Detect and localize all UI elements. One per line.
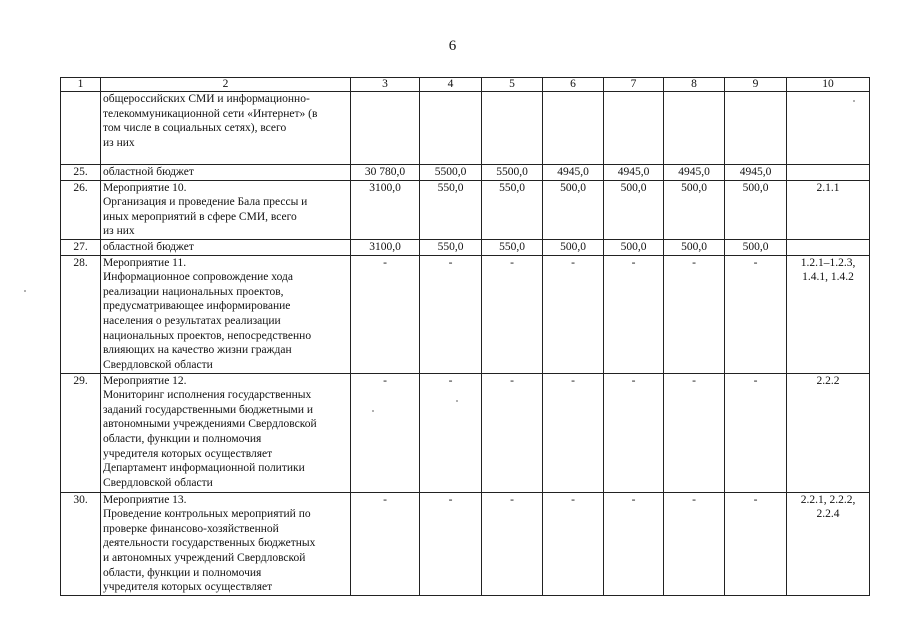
value-cell: 500,0 <box>725 239 787 255</box>
value-cell: - <box>351 492 420 595</box>
value-cell: 550,0 <box>482 239 543 255</box>
value-cell: - <box>420 255 482 373</box>
row-description: общероссийских СМИ и информационно- телекоммуникационной сети «Интернет» (в том числе в социальных сетях), всего из них <box>101 92 351 165</box>
value-cell: - <box>664 492 725 595</box>
value-cell: - <box>420 373 482 492</box>
header-cell: 8 <box>664 78 725 92</box>
value-cell <box>482 92 543 165</box>
value-cell: 550,0 <box>420 180 482 239</box>
header-cell: 5 <box>482 78 543 92</box>
value-cell: - <box>482 492 543 595</box>
table-row <box>61 373 870 492</box>
value-cell: 3100,0 <box>351 180 420 239</box>
value-cell: - <box>725 255 787 373</box>
page-number: 6 <box>448 38 457 54</box>
value-cell: 500,0 <box>543 180 604 239</box>
value-cell: - <box>543 492 604 595</box>
value-cell: 500,0 <box>664 180 725 239</box>
header-cell: 4 <box>420 78 482 92</box>
header-cell: 10 <box>787 78 870 92</box>
value-cell: - <box>725 492 787 595</box>
row-number: 26. <box>61 180 101 239</box>
header-row <box>61 78 870 92</box>
row-number: 30. <box>61 492 101 595</box>
value-cell: 30 780,0 <box>351 165 420 181</box>
row-description: Мероприятие 11. Информационное сопровождение хода реализации национальных проектов, предусматривающее информирование населения о результатах реализации национальных проектов, непосредственно влияющих на качество жизни граждан Свердловской области <box>101 255 351 373</box>
scan-speck <box>372 410 374 412</box>
target-ref-cell <box>787 92 870 165</box>
target-ref-cell: 2.1.1 <box>787 180 870 239</box>
scan-speck <box>24 290 26 292</box>
table-row <box>61 165 870 181</box>
row-number: 29. <box>61 373 101 492</box>
value-cell <box>543 92 604 165</box>
target-ref-cell <box>787 165 870 181</box>
value-cell: - <box>604 492 664 595</box>
value-cell: - <box>351 255 420 373</box>
value-cell: - <box>604 255 664 373</box>
table-row <box>61 180 870 239</box>
table-row <box>61 255 870 373</box>
value-cell <box>420 92 482 165</box>
row-description: областной бюджет <box>101 165 351 181</box>
row-description: Мероприятие 12. Мониторинг исполнения государственных заданий государственными бюджетными и автономными учреждениями Свердловской области, функции и полномочия учредителя которых осуществляет Департамент информационной политики Свердловской области <box>101 373 351 492</box>
value-cell: 500,0 <box>725 180 787 239</box>
value-cell: 500,0 <box>604 180 664 239</box>
value-cell: 5500,0 <box>482 165 543 181</box>
value-cell: - <box>543 255 604 373</box>
value-cell: - <box>543 373 604 492</box>
header-cell: 7 <box>604 78 664 92</box>
header-cell: 9 <box>725 78 787 92</box>
table-row <box>61 239 870 255</box>
scan-speck <box>456 400 458 402</box>
value-cell: - <box>664 373 725 492</box>
target-ref-cell: 1.2.1–1.2.3, 1.4.1, 1.4.2 <box>787 255 870 373</box>
value-cell: - <box>420 492 482 595</box>
value-cell: 550,0 <box>420 239 482 255</box>
value-cell: 500,0 <box>543 239 604 255</box>
value-cell <box>664 92 725 165</box>
value-cell: 5500,0 <box>420 165 482 181</box>
table-row <box>61 92 870 165</box>
row-number: 28. <box>61 255 101 373</box>
row-number <box>61 92 101 165</box>
value-cell: - <box>604 373 664 492</box>
value-cell: - <box>725 373 787 492</box>
value-cell: 500,0 <box>664 239 725 255</box>
value-cell <box>725 92 787 165</box>
value-cell: 4945,0 <box>725 165 787 181</box>
row-description: областной бюджет <box>101 239 351 255</box>
header-cell: 6 <box>543 78 604 92</box>
value-cell: - <box>664 255 725 373</box>
row-description: Мероприятие 13. Проведение контрольных мероприятий по проверке финансово-хозяйственной деятельности государственных бюджетных и автономных учреждений Свердловской области, функции и полномочия учредителя которых осуществляет <box>101 492 351 595</box>
scan-speck <box>853 100 855 102</box>
target-ref-cell: 2.2.2 <box>787 373 870 492</box>
value-cell: 3100,0 <box>351 239 420 255</box>
target-ref-cell <box>787 239 870 255</box>
value-cell: - <box>482 373 543 492</box>
value-cell: 500,0 <box>604 239 664 255</box>
header-cell: 1 <box>61 78 101 92</box>
value-cell: - <box>351 373 420 492</box>
value-cell <box>604 92 664 165</box>
row-description: Мероприятие 10. Организация и проведение Бала прессы и иных мероприятий в сфере СМИ, всего из них <box>101 180 351 239</box>
value-cell: 4945,0 <box>664 165 725 181</box>
value-cell: - <box>482 255 543 373</box>
row-number: 25. <box>61 165 101 181</box>
program-table <box>60 77 870 596</box>
value-cell: 550,0 <box>482 180 543 239</box>
row-number: 27. <box>61 239 101 255</box>
value-cell: 4945,0 <box>604 165 664 181</box>
target-ref-cell: 2.2.1, 2.2.2, 2.2.4 <box>787 492 870 595</box>
value-cell: 4945,0 <box>543 165 604 181</box>
table-row <box>61 492 870 595</box>
value-cell <box>351 92 420 165</box>
header-cell: 3 <box>351 78 420 92</box>
header-cell: 2 <box>101 78 351 92</box>
